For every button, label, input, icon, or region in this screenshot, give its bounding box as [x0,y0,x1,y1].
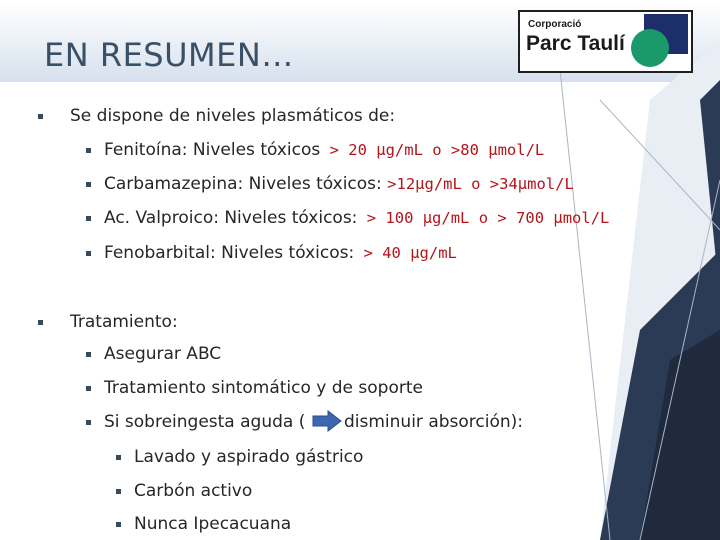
item-label-before: Si sobreingesta aguda ( [104,412,306,432]
item-tratamiento-sintomatico: Tratamiento sintomático y de soporte [104,378,423,398]
bullet-mark [86,251,91,256]
logo-mark-icon [628,14,690,70]
bullet-mark [86,386,91,391]
section-1-text: Se dispone de niveles plasmáticos de: [70,106,396,126]
bullet-mark [38,320,43,325]
deco-line-1 [560,70,610,540]
subitem-carbon: Carbón activo [134,481,253,501]
item-value: >12μg/mL o >34μmol/L [387,175,574,193]
bullet-mark [86,420,91,425]
item-valproico [104,208,609,228]
item-sobreingesta [104,412,305,432]
section-2-text: Tratamiento: [70,312,178,332]
bullet-mark [38,114,43,119]
bullet-mark [116,455,121,460]
item-value: > 100 μg/mL o > 700 μmol/L [357,209,610,227]
slide-title: EN RESUMEN… [44,36,294,74]
bullet-mark [116,522,121,527]
bullet-mark [86,148,91,153]
item-asegurar-abc: Asegurar ABC [104,344,222,364]
logo-line2: Parc Taulí [526,32,625,55]
item-value: > 20 μg/mL o >80 μmol/L [320,141,545,159]
item-value: > 40 μg/mL [354,244,457,262]
item-fenobarbital [104,243,457,263]
parc-tauli-logo [518,10,693,73]
item-label: Ac. Valproico: Niveles tóxicos: [104,208,358,228]
item-carbamazepina [104,174,574,194]
right-arrow-icon [312,410,342,432]
bullet-mark [116,489,121,494]
logo-line1: Corporació [528,19,582,30]
item-label: Fenobarbital: Niveles tóxicos: [104,243,355,263]
item-label: Carbamazepina: Niveles tóxicos: [104,174,388,194]
item-label-after: disminuir absorción): [344,412,524,432]
item-fenitoina [104,140,544,160]
bullet-mark [86,182,91,187]
item-label: Fenitoína: Niveles tóxicos [104,140,321,160]
subitem-lavado: Lavado y aspirado gástrico [134,447,364,467]
bullet-mark [86,352,91,357]
subitem-ipecacuana: Nunca Ipecacuana [134,514,292,534]
bullet-mark [86,216,91,221]
